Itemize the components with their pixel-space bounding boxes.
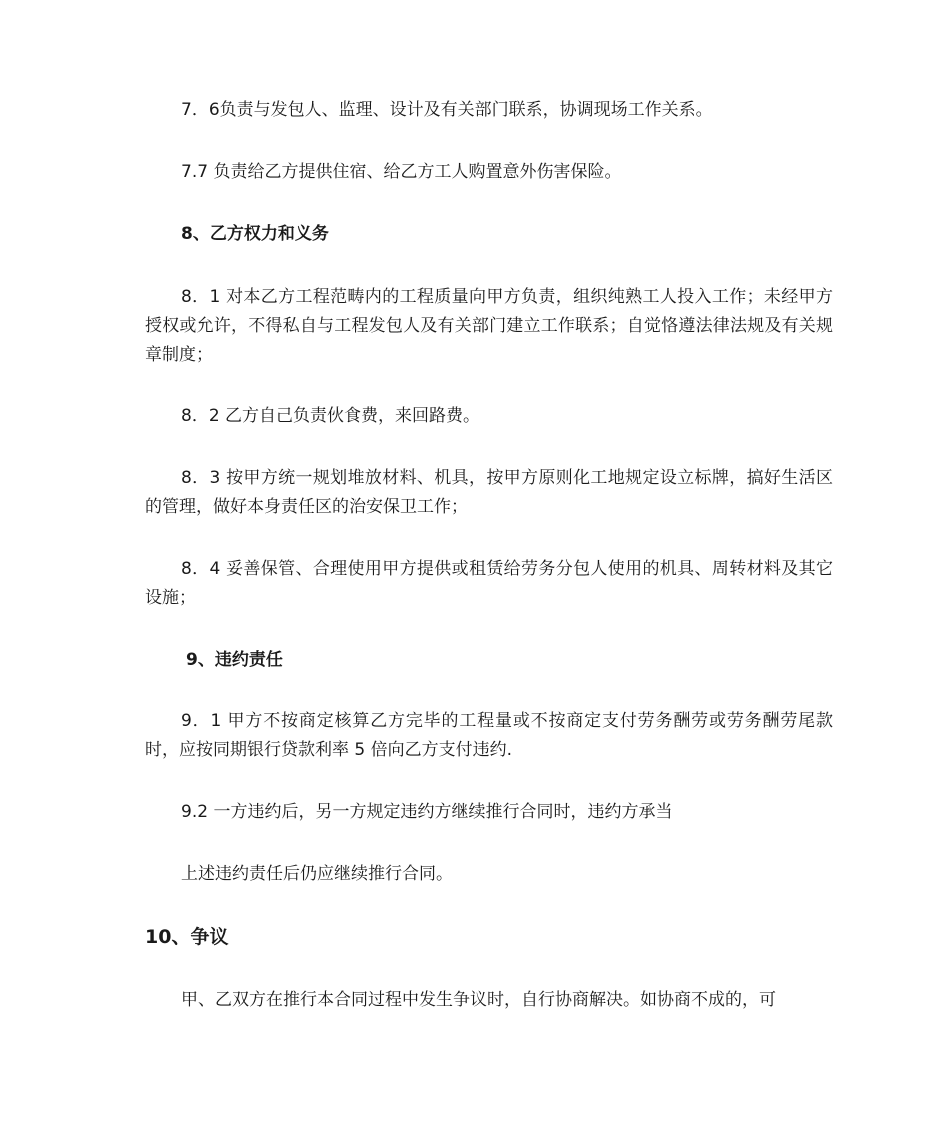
section-9-heading: 9、违约责任 <box>186 650 283 670</box>
clause-9-2-continued: 上述违约责任后仍应继续推行合同。 <box>181 864 453 884</box>
section-8-heading: 8、乙方权力和义务 <box>181 224 329 244</box>
clause-8-2: 8．2 乙方自己负责伙食费，来回路费。 <box>181 406 481 426</box>
clause-8-1: 8．1 对本乙方工程范畴内的工程质量向甲方负责，组织纯熟工人投入工作；未经甲方授权或允许，不得私自与工程发包人及有关部门建立工作联系；自觉恪遵法律法规及有关规章制度； <box>145 287 833 365</box>
clause-9-1: 9．1 甲方不按商定核算乙方完毕的工程量或不按商定支付劳务酬劳或劳务酬劳尾款时，应按同期银行贷款利率 5 倍向乙方支付违约. <box>145 711 833 760</box>
section-10-heading: 10、争议 <box>145 926 229 948</box>
clause-8-3: 8．3 按甲方统一规划堆放材料、机具，按甲方原则化工地规定设立标牌，搞好生活区的管理，做好本身责任区的治安保卫工作； <box>145 468 833 517</box>
clause-8-4: 8．4 妥善保管、合理使用甲方提供或租赁给劳务分包人使用的机具、周转材料及其它设施； <box>145 559 833 608</box>
clause-7-7: 7.7 负责给乙方提供住宿、给乙方工人购置意外伤害保险。 <box>181 162 622 182</box>
clause-9-2: 9.2 一方违约后，另一方规定违约方继续推行合同时，违约方承当 <box>181 802 673 822</box>
clause-7-6: 7．6负责与发包人、监理、设计及有关部门联系，协调现场工作关系。 <box>181 100 713 120</box>
clause-10-text: 甲、乙双方在推行本合同过程中发生争议时，自行协商解决。如协商不成的，可 <box>181 990 776 1010</box>
